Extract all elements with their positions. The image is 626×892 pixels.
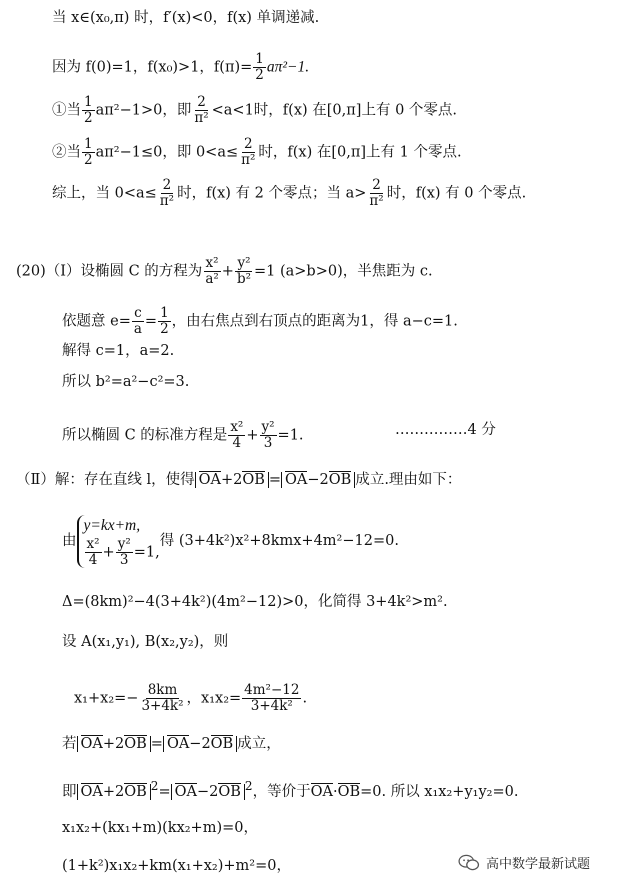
wechat-icon <box>458 854 480 872</box>
text-line: 综上，当 0<a≤ $\frac{2}{\text{π²}}$ 时，f(x) 有 2 个零点；当 a> $\frac{2}{\text{π²}}$ 时，f(x) 有 0 个零点. <box>52 177 527 209</box>
text-line: (1+k²)x₁x₂+km(x₁+x₂)+m²=0， <box>62 858 291 874</box>
watermark-text: 高中数学最新试题 <box>486 857 591 872</box>
watermark <box>458 853 590 872</box>
text-line: ②当 $\frac{1}{2}$ aπ²−1≤0，即 0<a≤ $\frac{2}{\text{π²}}$ 时，f(x) 在[0,π]上有 1 个零点. <box>52 136 462 168</box>
text-line: 解得 c=1，a=2. <box>62 343 175 359</box>
text-line: 设 A(x₁,y₁), B(x₂,y₂)，则 <box>62 634 229 650</box>
text-line: ①当 $\frac{1}{2}$ aπ²−1>0，即 $\frac{2}{\text{π²}}$ <a<1时，f(x) 在[0,π]上有 0 个零点. <box>52 94 458 126</box>
text-line: 即 OA+2OB $^2$= OA−2OB $^2$，等价于OA·OB=0. 所以 x₁x₂+y₁y₂=0. <box>62 779 519 800</box>
equation-system: 由 y=kx+m, $\frac{\text{x²}}{4}$ + $\frac{\text{y²}}{3}$ =1, 得 (3+4k²)x²+8kmx+4m²−12=0. <box>62 516 399 568</box>
text-line: 因为 f(0)=1，f(x₀)>1，f(π)= $\frac{1}{2}$ aπ²−1. <box>52 51 310 83</box>
score-note: ……………4 分 <box>395 422 496 438</box>
problem-heading: (20)（Ⅰ）设椭圆 C 的方程为 $\frac{\text{x²}}{\text{a²}}$ + $\frac{\text{y²}}{\text{b²}}$ =1 (a>b>0)，半焦距为 c. <box>16 255 433 287</box>
text-line: 依题意 e= $\frac{c}{a}$ = $\frac{1}{2}$ ，由右焦点到右顶点的距离为1，得 a−c=1. <box>62 305 458 337</box>
text-line: Δ=(8km)²−4(3+4k²)(4m²−12)>0，化简得 3+4k²>m². <box>62 594 448 610</box>
text-line: x₁+x₂=− $\frac{8km}{\text{3+4k²}}$ ，x₁x₂= $\frac{\text{4m²−12}}{\text{3+4k²}}$ . <box>74 682 308 714</box>
text-line: 若 OA+2OB = OA−2OB 成立， <box>62 736 281 752</box>
problem-heading: （Ⅱ）解：存在直线 l，使得 OA+2OB = OA−2OB 成立.理由如下： <box>16 472 462 488</box>
text-line: 所以 b²=a²−c²=3. <box>62 374 190 390</box>
text-line: 所以椭圆 C 的标准方程是 $\frac{\text{x²}}{4}$ + $\frac{\text{y²}}{3}$ =1. <box>62 419 304 451</box>
text-line: 当 x∈(x₀,π) 时，f′(x)<0，f(x) 单调递减. <box>52 10 320 26</box>
text-line: x₁x₂+(kx₁+m)(kx₂+m)=0， <box>62 820 258 836</box>
